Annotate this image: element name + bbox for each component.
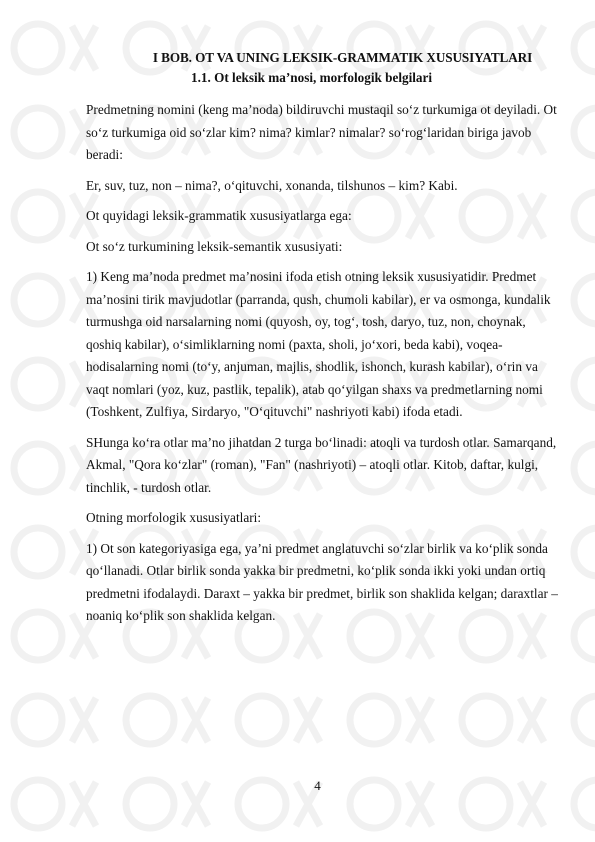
paragraph-lexical-heading: Ot so‘z turkumining leksik-semantik xususiyati:: [86, 238, 343, 254]
paragraph-proper-common: SHunga ko‘ra otlar ma’no jihatdan 2 turga bo‘linadi: atoqli va turdosh otlar. Samarqand, Akmal, "Qora ko‘zlar" (roman), "Fan" (nashriyoti) – atoqli otlar. Kitob, daftar, kulgi, tinchlik, - turdosh otlar.: [86, 434, 557, 495]
watermark-ring: [574, 696, 595, 744]
watermark-cross: [520, 698, 544, 742]
paragraph-lexical-feature: 1) Keng ma’noda predmet ma’nosini ifoda etish otning leksik xususiyatidir. Predmet ma’nosini tirik mavjudotlar (parranda, qush, chumoli kabilar), er va osmonga, kundalik turmushga oid narsalarning nomi (quyosh, oy, tog‘, tosh, daryo, tuz, non, choynak, qoshiq kabilar), o‘simliklarning nomi (paxta, sholi, jo‘xori, beda kabi), voqea-hodisalarning nomi (to‘y, anjuman, majlis, shodlik, ishonch, kurash kabilar), o‘rin va vaqt nomlari (yoz, kuz, pastlik, tepalik), atab qo‘yilgan shaxs va predmetlarning nomi (Toshkent, Zulfiya, Sirdaryo, "O‘qituvchi" nashriyoti kabi) ifoda etadi.: [86, 269, 551, 419]
paragraph-number-category: 1) Ot son kategoriyasiga ega, ya’ni predmet anglatuvchi so‘zlar birlik va ko‘plik sonda qo‘llanadi. Otlar birlik sonda yakka bir predmetni, ko‘plik sonda ikki yoki undan ortiq predmetni ifodalaydi. Daraxt – yakka bir predmet, birlik son shaklida kelgan; daraxtlar – noaniq ko‘plik son shaklida kelgan.: [86, 540, 558, 623]
section-title: 1.1. Ot leksik ma’nosi, morfologik belgilari: [191, 70, 433, 85]
watermark-cross: [296, 698, 320, 742]
paragraph-examples: Er, suv, tuz, non – nima?, o‘qituvchi, xonanda, tilshunos – kim? Kabi.: [86, 177, 458, 193]
page-number: 4: [314, 778, 321, 793]
paragraph-intro-features: Ot quyidagi leksik-grammatik xususiyatlarga ega:: [86, 208, 352, 223]
watermark-ring: [238, 696, 286, 744]
watermark-ring: [462, 696, 510, 744]
watermark-ring: [350, 696, 398, 744]
watermark-cross: [184, 698, 208, 742]
watermark-cross: [72, 698, 96, 742]
paragraph-morphological-heading: Otning morfologik xususiyatlari:: [86, 510, 262, 525]
watermark-ring: [14, 696, 62, 744]
paragraph-ot-definition: Predmetning nomini (keng ma’noda) bildiruvchi mustaqil so‘z turkumiga ot deyiladi. Ot so‘z turkumiga oid so‘zlar kim? nima? kimlar? nimalar? so‘rog‘laridan biriga javob beradi:: [86, 102, 557, 162]
watermark-cross: [408, 698, 432, 742]
chapter-title: I BOB. OT VA UNING LEKSIK-GRAMMATIK XUSUSIYATLARI: [152, 50, 533, 65]
watermark-ring: [126, 696, 174, 744]
